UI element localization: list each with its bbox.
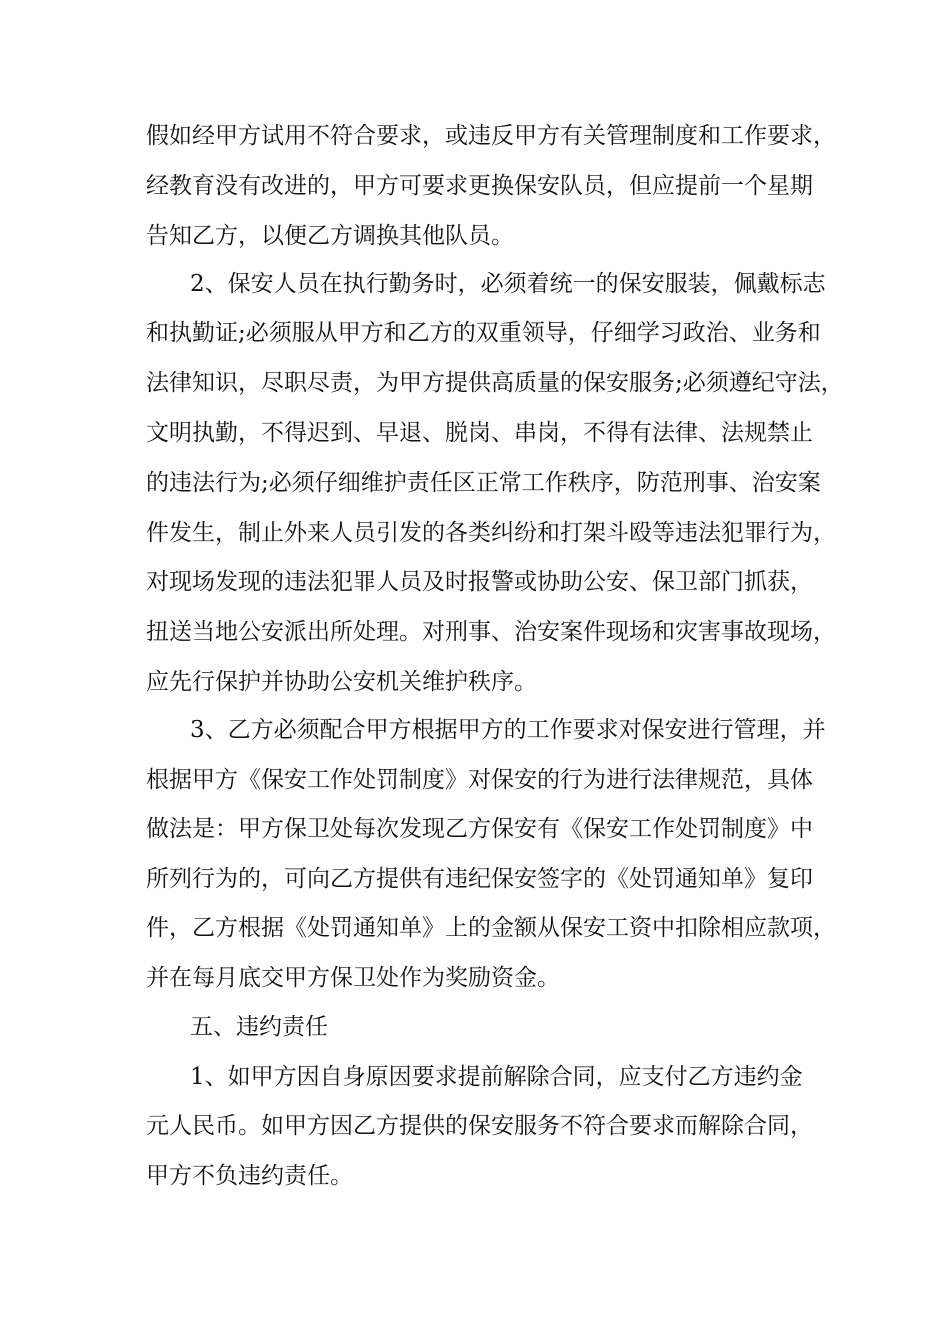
text-line-15: 做法是：甲方保卫处每次发现乙方保安有《保安工作处罚制度》中 [146, 816, 813, 842]
text-line-3: 告知乙方，以便乙方调换其他队员。 [146, 223, 514, 249]
text-line-8: 的违法行为;必须仔细维护责任区正常工作秩序，防范刑事、治安案 [146, 470, 821, 496]
text-line-22: 甲方不负违约责任。 [146, 1163, 353, 1189]
text-line-21: 元人民币。如甲方因乙方提供的保安服务不符合要求而解除合同， [146, 1113, 813, 1139]
text-line-9: 件发生，制止外来人员引发的各类纠纷和打架斗殴等违法犯罪行为， [146, 520, 836, 546]
text-line-4: 2、保安人员在执行勤务时，必须着统一的保安服装，佩戴标志 [190, 271, 826, 297]
section-heading: 五、违约责任 [190, 1014, 328, 1040]
text-line-2: 经教育没有改进的，甲方可要求更换保安队员，但应提前一个星期 [146, 173, 813, 199]
text-line-7: 文明执勤，不得迟到、早退、脱岗、串岗，不得有法律、法规禁止 [146, 420, 813, 446]
text-line-16: 所列行为的，可向乙方提供有违纪保安签字的《处罚通知单》复印 [146, 866, 813, 892]
text-line-1: 假如经甲方试用不符合要求，或违反甲方有关管理制度和工作要求， [146, 123, 836, 149]
text-line-13: 3、乙方必须配合甲方根据甲方的工作要求对保安进行管理，并 [190, 717, 826, 743]
text-line-14: 根据甲方《保安工作处罚制度》对保安的行为进行法律规范，具体 [146, 767, 813, 793]
text-line-12: 应先行保护并协助公安机关维护秩序。 [146, 669, 537, 695]
text-line-6: 法律知识，尽职尽责，为甲方提供高质量的保安服务;必须遵纪守法， [146, 370, 844, 396]
text-line-18: 并在每月底交甲方保卫处作为奖励资金。 [146, 965, 560, 991]
text-line-11: 扭送当地公安派出所处理。对刑事、治安案件现场和灾害事故现场， [146, 619, 836, 645]
text-line-17: 件，乙方根据《处罚通知单》上的金额从保安工资中扣除相应款项， [146, 915, 836, 941]
text-line-5: 和执勤证;必须服从甲方和乙方的双重领导，仔细学习政治、业务和 [146, 320, 821, 346]
text-line-10: 对现场发现的违法犯罪人员及时报警或协助公安、保卫部门抓获， [146, 569, 813, 595]
text-line-20: 1、如甲方因自身原因要求提前解除合同，应支付乙方违约金 [190, 1064, 803, 1090]
